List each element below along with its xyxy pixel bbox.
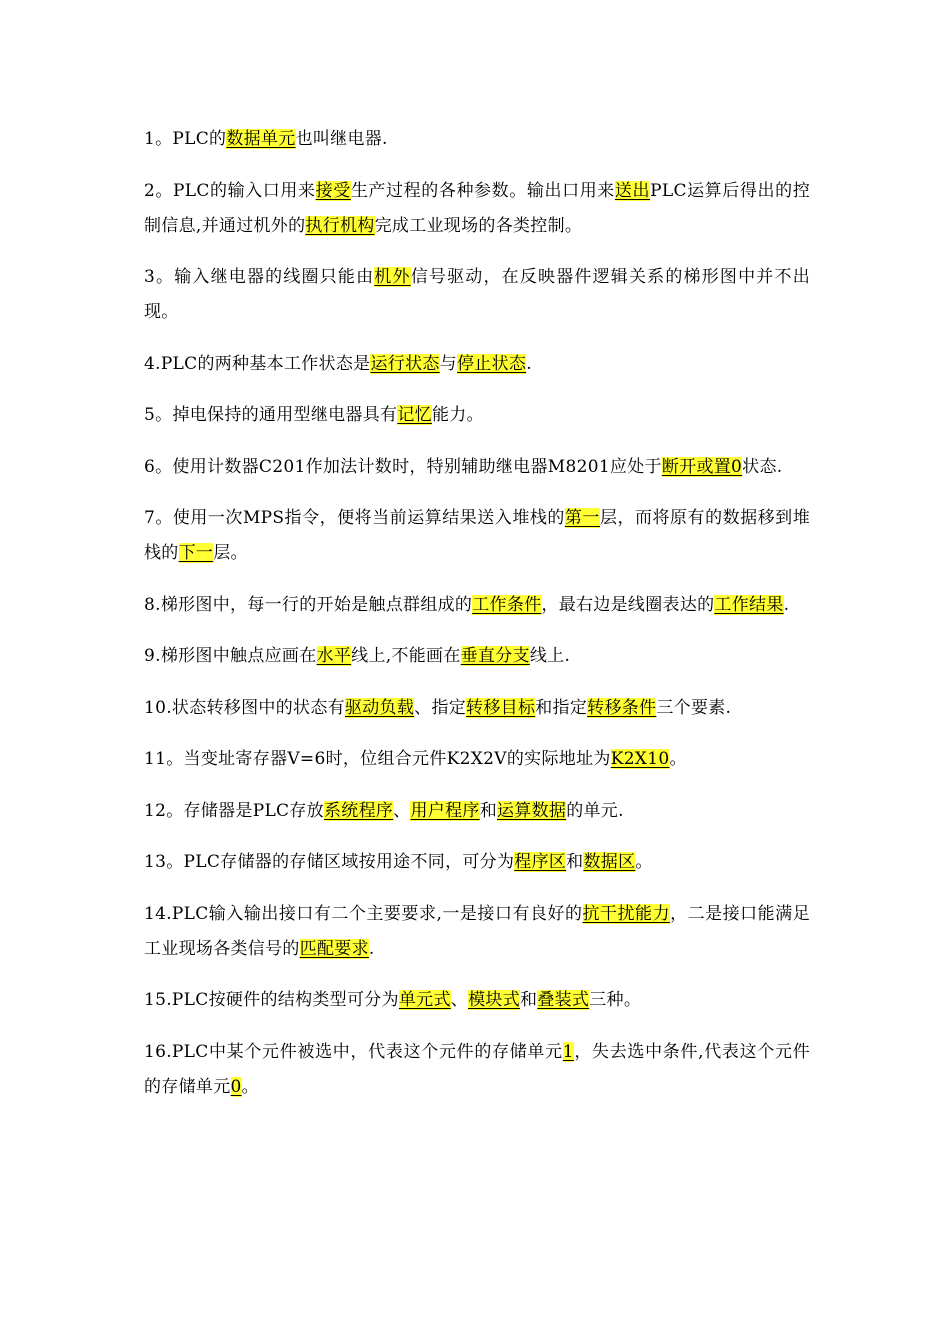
highlighted-answer: 用户程序: [410, 800, 480, 821]
question-text: 和: [479, 800, 497, 821]
highlighted-answer: 驱动负载: [344, 697, 415, 718]
highlighted-answer: 转移条件: [587, 697, 657, 718]
highlighted-answer: 机外: [374, 267, 411, 287]
highlighted-answer: 接受: [315, 180, 351, 201]
question-text: 状态.: [742, 456, 783, 477]
question-item: [144, 398, 810, 433]
question-text: 11。当变址寄存器V=6时，位组合元件K2X2V的实际地址为: [144, 749, 611, 769]
question-text: 14.PLC输入输出接口有二个主要要求,一是接口有良好的: [144, 903, 583, 924]
question-text: 和: [520, 990, 538, 1010]
question-text: 、: [450, 990, 469, 1010]
highlighted-answer: 1: [562, 1041, 574, 1062]
highlighted-answer: 系统程序: [323, 800, 394, 821]
question-text: 三个要素.: [656, 697, 732, 718]
highlighted-answer: 执行机构: [305, 215, 375, 236]
question-list: [144, 122, 810, 1121]
question-text: 2。PLC的输入口用来: [144, 180, 316, 201]
question-item: [144, 794, 810, 829]
question-text: 与: [439, 353, 457, 374]
question-text: ，失去选中条件,代表这个元件的存储单元: [144, 1041, 810, 1097]
question-item: [144, 588, 810, 623]
highlighted-answer: 数据单元: [226, 129, 296, 149]
question-text: 。: [241, 1076, 259, 1097]
highlighted-answer: K2X10: [610, 749, 670, 769]
question-text: 三种。: [589, 990, 642, 1010]
highlighted-answer: 工作条件: [472, 594, 542, 615]
question-item: [144, 174, 810, 244]
question-text: 4.PLC的两种基本工作状态是: [144, 353, 371, 374]
question-text: 也叫继电器.: [295, 129, 388, 149]
highlighted-answer: 停止状态: [456, 353, 527, 374]
question-text: 生产过程的各种参数。输出口用来: [350, 180, 615, 201]
highlighted-answer: 送出: [614, 180, 651, 201]
question-text: PLC运算后得出的控制信息,并通过机外的: [144, 180, 810, 236]
highlighted-answer: 运行状态: [370, 353, 440, 374]
question-text: 线上.: [529, 646, 571, 666]
question-text: 9.梯形图中触点应画在: [144, 646, 317, 666]
question-text: 。: [669, 749, 687, 769]
question-text: 12。存储器是PLC存放: [144, 800, 324, 821]
highlighted-answer: 下一: [178, 543, 214, 563]
question-item: [144, 983, 810, 1018]
question-text: 3。输入继电器的线圈只能由: [144, 267, 375, 287]
highlighted-answer: 数据区: [583, 852, 636, 872]
question-text: 完成工业现场的各类控制。: [374, 215, 583, 236]
question-text: 信号驱动，在反映器件逻辑关系的梯形图中并不出现。: [144, 267, 810, 322]
question-text: 10.状态转移图中的状态有: [144, 697, 345, 718]
highlighted-answer: 断开或置0: [661, 456, 743, 477]
highlighted-answer: 转移目标: [466, 697, 536, 718]
highlighted-answer: 单元式: [398, 990, 451, 1010]
question-item: [144, 347, 810, 382]
question-text: 8.梯形图中，每一行的开始是触点群组成的: [144, 594, 473, 615]
highlighted-answer: 0: [230, 1076, 242, 1097]
question-text: 13。PLC存储器的存储区域按用途不同，可分为: [144, 852, 515, 872]
question-item: [144, 1035, 810, 1105]
question-text: 和: [566, 852, 584, 872]
question-text: 1。PLC的: [144, 129, 227, 149]
highlighted-answer: 抗干扰能力: [582, 903, 671, 924]
question-item: [144, 742, 810, 777]
highlighted-answer: 工作结果: [714, 594, 784, 615]
question-item: [144, 501, 810, 571]
question-text: 线上,不能画在: [351, 646, 461, 666]
question-text: 、指定: [414, 697, 467, 718]
question-item: [144, 450, 810, 485]
question-item: [144, 260, 810, 330]
question-text: 7。使用一次MPS指令，便将当前运算结果送入堆栈的: [144, 508, 565, 528]
question-text: 。: [635, 852, 653, 872]
question-text: 16.PLC中某个元件被选中，代表这个元件的存储单元: [144, 1041, 563, 1062]
question-item: [144, 691, 810, 726]
question-text: ，二是接口能满足工业现场各类信号的: [144, 903, 810, 959]
question-item: [144, 122, 810, 157]
question-text: 的单元.: [566, 800, 624, 821]
question-item: [144, 639, 810, 674]
question-text: 5。掉电保持的通用型继电器具有: [144, 405, 398, 425]
question-text: 层，而将原有的数据移到堆栈的: [144, 508, 810, 563]
question-text: 能力。: [431, 405, 484, 425]
question-text: 层。: [213, 543, 248, 563]
question-text: 15.PLC按硬件的结构类型可分为: [144, 990, 399, 1010]
highlighted-answer: 程序区: [514, 852, 567, 872]
highlighted-answer: 叠装式: [537, 990, 590, 1010]
question-text: 、: [393, 800, 411, 821]
highlighted-answer: 水平: [316, 646, 352, 666]
highlighted-answer: 记忆: [397, 405, 432, 425]
highlighted-answer: 匹配要求: [299, 938, 369, 959]
highlighted-answer: 模块式: [468, 990, 520, 1010]
question-item: [144, 897, 810, 967]
question-item: [144, 845, 810, 880]
highlighted-answer: 第一: [564, 508, 600, 528]
question-text: .: [526, 353, 532, 374]
question-text: ，最右边是线圈表达的: [541, 594, 715, 615]
question-text: .: [368, 938, 375, 959]
highlighted-answer: 运算数据: [497, 800, 567, 821]
highlighted-answer: 垂直分支: [460, 646, 530, 666]
question-text: 6。使用计数器C201作加法计数时，特别辅助继电器M8201应处于: [144, 456, 662, 477]
question-text: .: [783, 594, 790, 615]
question-text: 和指定: [535, 697, 588, 718]
